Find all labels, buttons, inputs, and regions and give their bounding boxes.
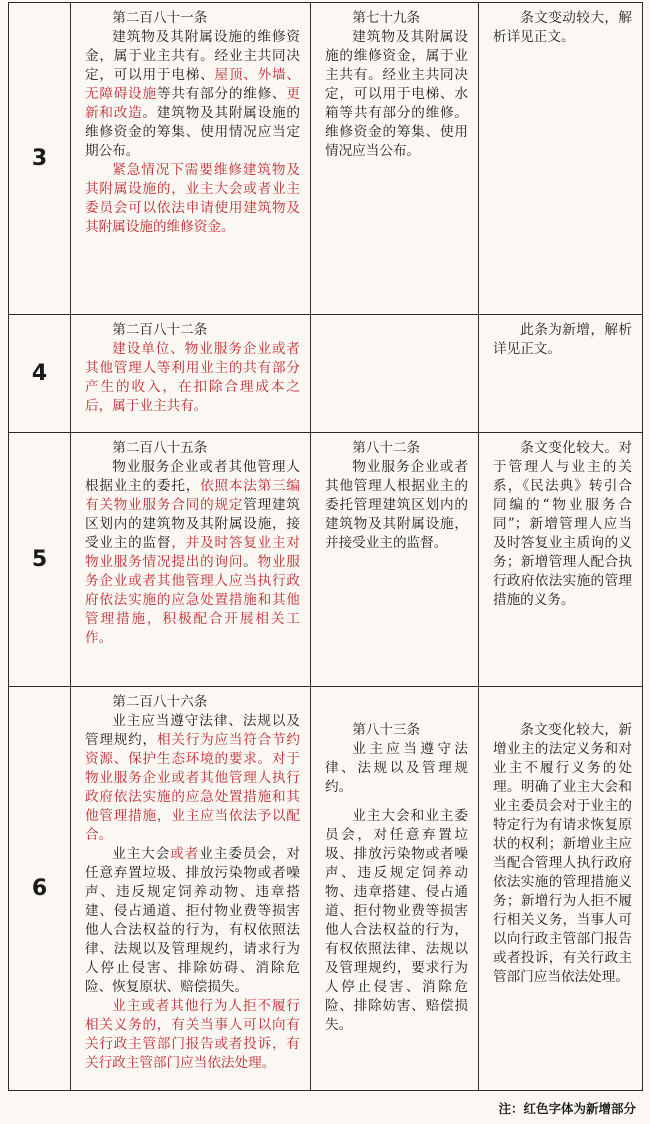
text-run: 。 — [243, 554, 258, 570]
article-paragraph: 业主大会和业主委员会，对任意弃置垃圾、排放污染物或者噪声、违反规定饲养动物、违章搭建、侵占通道、拒付物业费等损害他人合法权益的行为，有权依照法律、法规以及管理规约，要求行为人停止侵害、消除危险、排除妨害、赔偿损失。 — [325, 808, 468, 1033]
article-title: 第二百八十五条 — [112, 440, 208, 456]
row-number: 6 — [9, 687, 71, 1091]
added-text-run: ，并及时答复业主对物业服务情况提出的询问 — [85, 535, 301, 570]
article-title: 第八十三条 — [352, 722, 421, 738]
note-text: 此条为新增，解析详见正文。 — [493, 322, 632, 357]
article-paragraph — [85, 712, 300, 845]
added-paragraph: 业主或者其他行为人拒不履行相关义务的，有关当事人可以向有关行政主管部门报告或者投诉，有关行政主管部门应当依法处理。 — [85, 998, 300, 1071]
new-article-cell — [71, 433, 311, 687]
old-article-cell-empty — [311, 315, 479, 433]
added-text-run: 更新和改造 — [85, 86, 301, 121]
text-run: 。建筑物及其附属设施的维修资金的筹集、使用情况应当定期公布。 — [85, 105, 301, 159]
table-row — [9, 433, 643, 687]
old-article-cell — [311, 433, 479, 687]
note-text: 条文变动较大，解析详见正文。 — [493, 10, 632, 45]
old-article-cell — [311, 3, 479, 315]
table-row — [9, 3, 643, 315]
text-run: 建筑物及其附属设施的维修资金，属于业主共有。经业主共同决定，可以用于电梯、 — [85, 29, 300, 83]
article-paragraph: 建筑物及其附属设施的维修资金，属于业主共有。经业主共同决定，可以用于电梯、水箱等共有部分的维修。维修资金的筹集、使用情况应当公布。 — [325, 29, 468, 159]
added-text-run: 相关行为应当符合节约资源、保护生态环境的要求。对于物业服务企业或者其他管理人执行政府依法实施的应急处置措施和其他管理措施，业主应当依法予以配合。 — [85, 732, 301, 843]
added-paragraph: 紧急情况下需要维修建筑物及其附属设施的，业主大会或者业主委员会可以依法申请使用建筑物及其附属设施的维修资金。 — [85, 162, 300, 235]
table-row — [9, 687, 643, 1091]
article-paragraph — [85, 458, 300, 648]
footnote: 注：红色字体为新增部分 — [498, 1101, 636, 1116]
article-title: 第二百八十六条 — [112, 694, 208, 710]
new-article-cell — [71, 687, 311, 1091]
row-number: 5 — [9, 433, 71, 687]
row-number: 3 — [9, 3, 71, 315]
row-number: 4 — [9, 315, 71, 433]
added-text-run: 依照本法第三编有关物业服务合同的规定 — [85, 478, 301, 513]
note-cell — [479, 3, 643, 315]
text-run: 等共有部分的维修、 — [156, 86, 287, 102]
note-cell — [479, 433, 643, 687]
text-run: 业主大会 — [112, 846, 171, 862]
new-article-cell — [71, 315, 311, 433]
article-paragraph — [85, 845, 300, 997]
text-run: 业主应当遵守法律、法规以及管理规约， — [85, 713, 300, 748]
article-paragraph: 业主应当遵守法律、法规以及管理规约。 — [325, 741, 468, 795]
text-run: 管理建筑区划内的建筑物及其附属设施，接受业主的监督 — [85, 497, 301, 551]
note-cell — [479, 315, 643, 433]
text-run: 物业服务企业或者其他管理人根据业主的委托， — [85, 459, 300, 494]
added-text-run: 物业服务企业或者其他管理人应当执行政府依法实施的应急处置措施和其他管理措施，积极配合开展相关工作。 — [85, 554, 301, 646]
added-text-run: 屋顶、外墙、无障碍设施 — [85, 67, 301, 102]
article-paragraph — [85, 28, 300, 161]
added-text-run: 或者 — [170, 846, 200, 862]
table-row — [9, 315, 643, 433]
old-article-cell — [311, 687, 479, 1091]
article-title: 第七十九条 — [352, 10, 421, 26]
article-paragraph: 物业服务企业或者其他管理人根据业主的委托管理建筑区划内的建筑物及其附属设施，并接受业主的监督。 — [325, 459, 468, 551]
added-paragraph: 建设单位、物业服务企业或者其他管理人等利用业主的共有部分产生的收入，在扣除合理成本之后，属于业主共有。 — [85, 341, 300, 414]
text-run: 业主委员会，对任意弃置垃圾、排放污染物或者噪声、违反规定饲养动物、违章搭建、侵占通道、拒付物业费等损害他人合法权益的行为，有权依照法律、法规以及管理规约，请求行为人停止侵害、排除妨碍、消除危险、恢复原状、赔偿损失。 — [85, 846, 301, 995]
article-title: 第二百八十二条 — [112, 322, 208, 338]
article-title: 第二百八十一条 — [112, 10, 208, 26]
note-text: 条文变化较大。对于管理人与业主的关系，《民法典》转引合同编的“物业服务合同”；新增管理人应当及时答复业主质询的义务；新增管理人配合执行政府依法实施的管理措施的义务。 — [493, 440, 632, 608]
new-article-cell — [71, 3, 311, 315]
article-title: 第八十二条 — [352, 440, 421, 456]
paragraph-gap — [325, 797, 468, 807]
note-cell — [479, 687, 643, 1091]
law-comparison-table — [8, 2, 643, 1091]
note-text: 条文变化较大，新增业主的法定义务和对业主不履行义务的处理。明确了业主大会和业主委员会对于业主的特定行为有请求恢复原状的权利；新增业主应当配合管理人执行政府依法实施的管理措施义务；新增行为人拒不履行相关义务，当事人可以向行政主管部门报告或者投诉，有关行政主管部门应当依法处理。 — [493, 722, 632, 985]
